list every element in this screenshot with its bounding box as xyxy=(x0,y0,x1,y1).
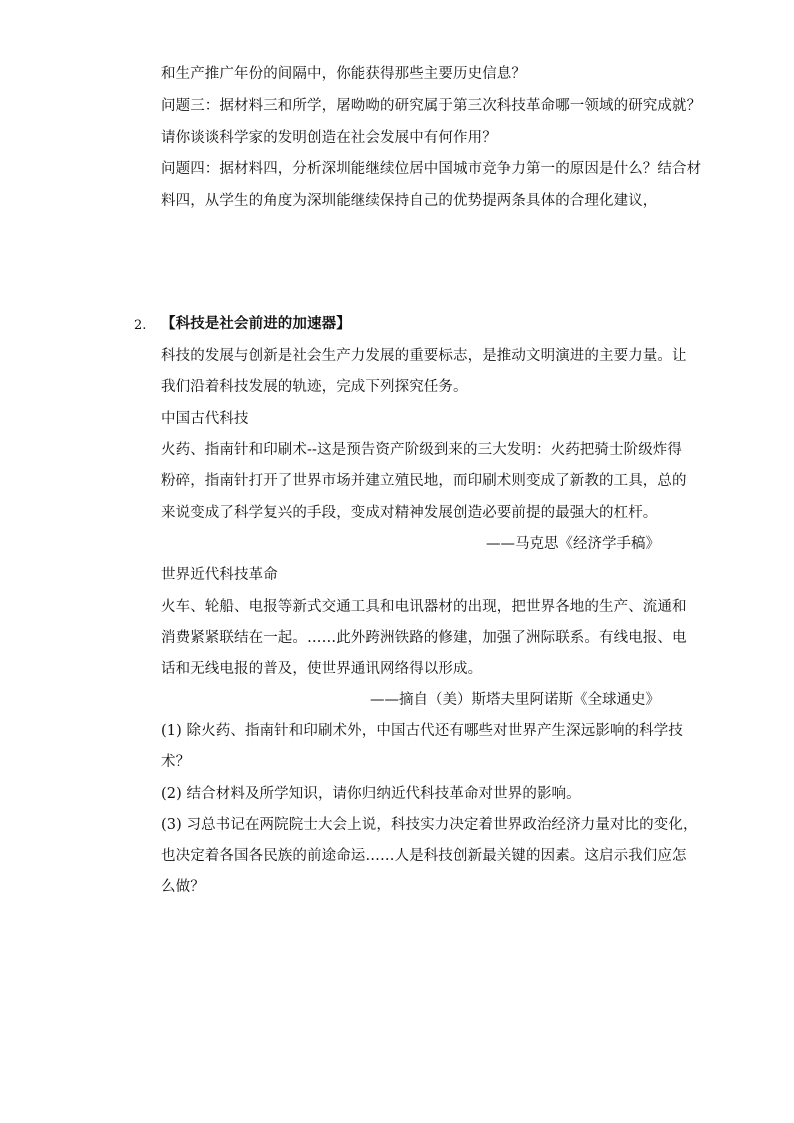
question-title: 【科技是社会前进的加速器】 xyxy=(161,315,351,332)
text-line: 料四，从学生的角度为深圳能继续保持自己的优势提两条具体的合理化建议， xyxy=(161,193,658,209)
sub-question-1: (1) 除火药、指南针和印刷术外，中国古代还有哪些对世界产生深远影响的科学技 xyxy=(161,723,683,739)
sub-question-1: 术？ xyxy=(161,754,191,770)
intro-line: 科技的发展与创新是社会生产力发展的重要标志，是推动文明演进的主要力量。让 xyxy=(161,348,687,364)
material-line: 话和无线电报的普及，使世界通讯网络得以形成。 xyxy=(161,661,483,677)
sub-question-3: 也决定着各国各民族的前途命运……人是科技创新最关键的因素。这启示我们应怎 xyxy=(161,848,687,864)
text-line: 问题三：据材料三和所学，屠呦呦的研究属于第三次科技革命哪一领域的研究成就？ xyxy=(161,98,702,114)
material-source: ——马克思《经济学手稿》 xyxy=(486,536,660,552)
material-line: 消费紧紧联结在一起。……此外跨洲铁路的修建，加强了洲际联系。有线电报、电 xyxy=(161,630,687,646)
material-line: 火药、指南针和印刷术--这是预告资产阶级到来的三大发明：火药把骑士阶级炸得 xyxy=(161,442,682,458)
section-heading: 中国古代科技 xyxy=(161,411,249,427)
material-line: 粉碎，指南针打开了世界市场并建立殖民地，而印刷术则变成了新教的工具，总的 xyxy=(161,473,687,489)
sub-question-3: 么做？ xyxy=(161,879,205,895)
material-line: 来说变成了科学复兴的手段，变成对精神发展创造必要前提的最强大的杠杆。 xyxy=(161,505,658,521)
text-line: 问题四：据材料四，分析深圳能继续位居中国城市竞争力第一的原因是什么？结合材 xyxy=(161,161,702,177)
sub-question-3: (3) 习总书记在两院院士大会上说，科技实力决定着世界政治经济力量对比的变化， xyxy=(161,817,698,833)
sub-question-2: (2) 结合材料及所学知识，请你归纳近代科技革命对世界的影响。 xyxy=(161,786,581,802)
material-line: 火车、轮船、电报等新式交通工具和电讯器材的出现，把世界各地的生产、流通和 xyxy=(161,599,687,615)
text-line: 请你谈谈科学家的发明创造在社会发展中有何作用？ xyxy=(161,130,497,146)
intro-line: 我们沿着科技发展的轨迹，完成下列探究任务。 xyxy=(161,379,468,395)
question-number: 2. xyxy=(134,318,147,333)
material-source: ——摘自（美）斯塔夫里阿诺斯《全球通史》 xyxy=(370,692,660,708)
section-heading: 世界近代科技革命 xyxy=(161,567,278,583)
text-line: 和生产推广年份的间隔中，你能获得那些主要历史信息？ xyxy=(161,66,526,82)
